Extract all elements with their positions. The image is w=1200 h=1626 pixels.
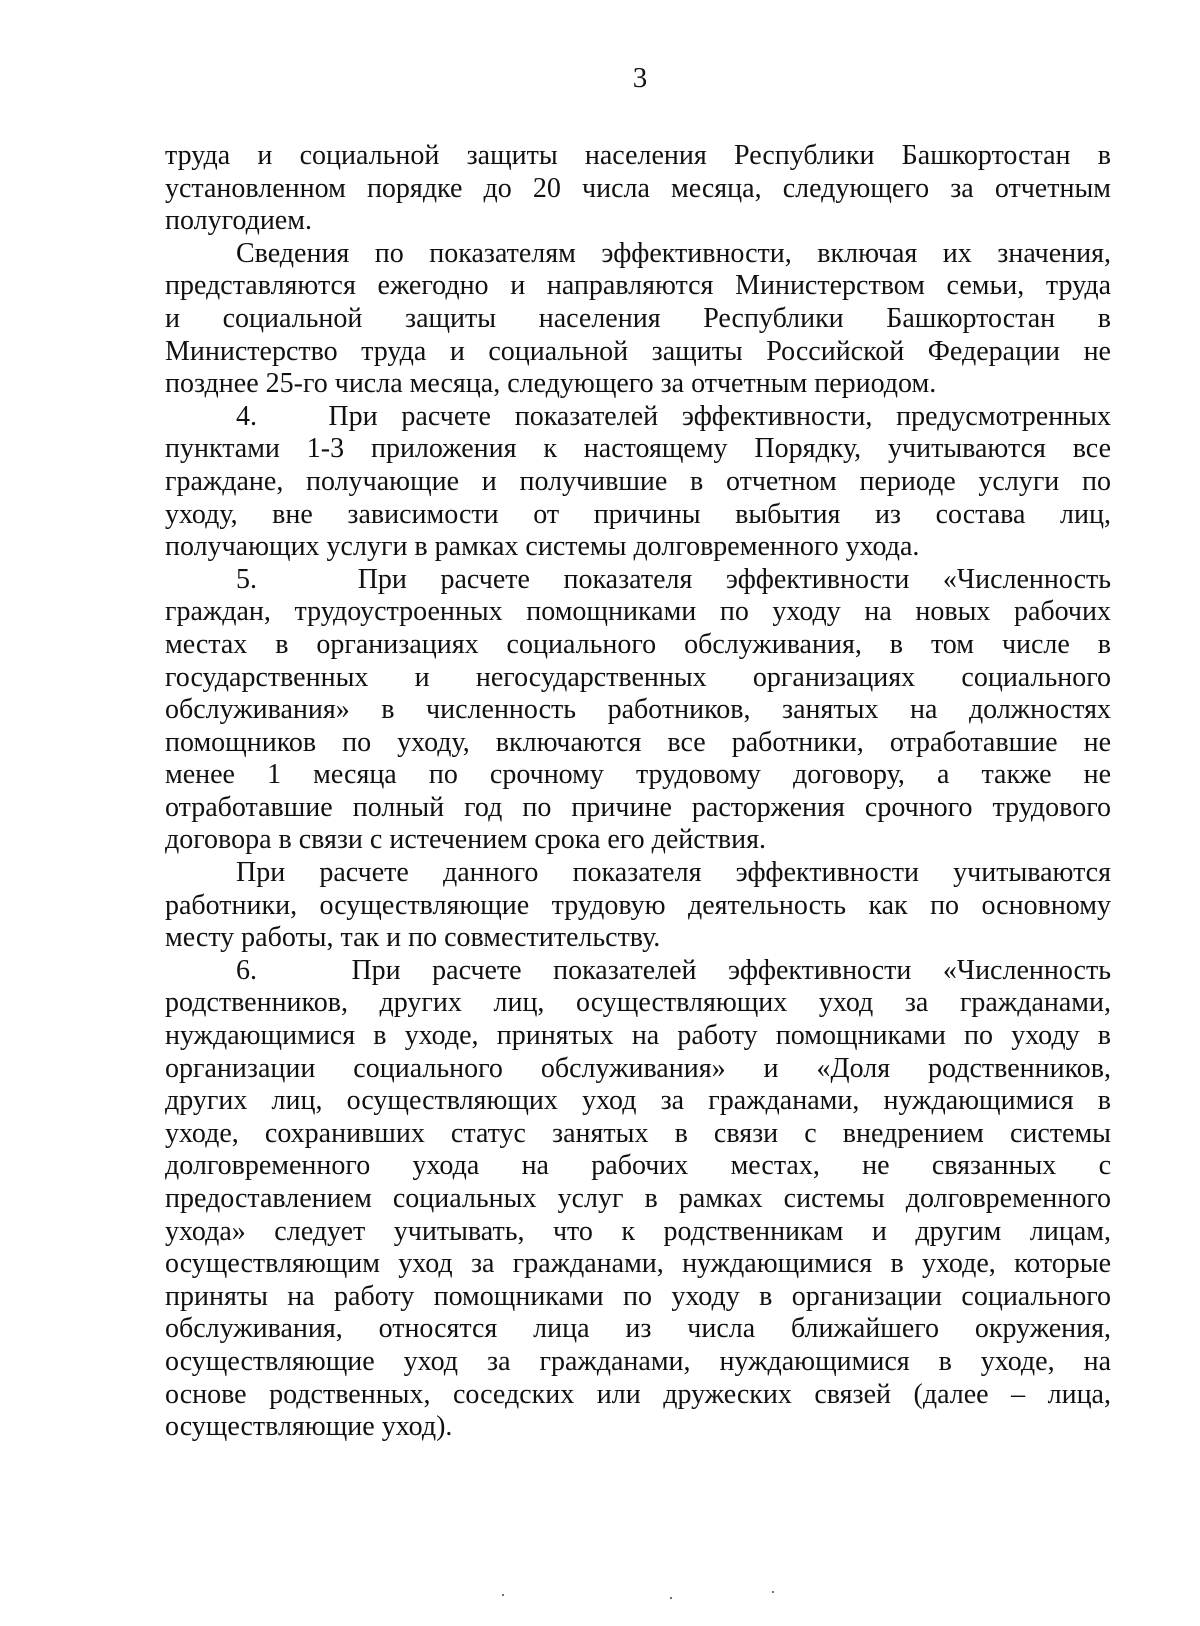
line: 6. При расчете показателей эффективности «Численность xyxy=(236,954,1111,986)
line: полугодием. xyxy=(165,205,312,237)
line: установленном порядке до 20 числа месяца, следующего за отчетным xyxy=(165,172,1111,204)
line: Министерство труда и социальной защиты Российской Федерации не xyxy=(165,335,1111,367)
paragraph-item-5 xyxy=(165,564,1111,857)
paragraph-2 xyxy=(165,238,1111,401)
line: осуществляющие уход). xyxy=(165,1411,453,1443)
line: менее 1 месяца по срочному трудовому договору, а также не xyxy=(165,759,1111,791)
line: договора в связи с истечением срока его действия. xyxy=(165,824,767,856)
line: граждане, получающие и получившие в отчетном периоде услуги по xyxy=(165,465,1111,497)
scan-speck xyxy=(502,1594,504,1596)
line: долговременного ухода на рабочих местах, не связанных с xyxy=(165,1150,1111,1182)
line: местах в организациях социального обслуживания, в том числе в xyxy=(165,628,1111,660)
line: Сведения по показателям эффективности, включая их значения, xyxy=(236,237,1111,269)
line: отработавшие полный год по причине расторжения срочного трудового xyxy=(165,791,1111,823)
line: месту работы, так и по совместительству. xyxy=(165,922,661,954)
line: 4. При расчете показателей эффективности, предусмотренных xyxy=(236,400,1111,432)
scan-speck xyxy=(772,1591,774,1593)
line: осуществляющим уход за гражданами, нуждающимися в уходе, которые xyxy=(165,1248,1111,1280)
line: труда и социальной защиты населения Республики Башкортостан в xyxy=(165,140,1111,171)
line: обслуживания» в численность работников, занятых на должностях xyxy=(165,694,1111,726)
paragraph-1 xyxy=(165,140,1111,238)
line: родственников, других лиц, осуществляющих уход за гражданами, xyxy=(165,987,1111,1019)
paragraph-item-4 xyxy=(165,401,1111,564)
line: работники, осуществляющие трудовую деятельность как по основному xyxy=(165,889,1111,921)
page-number: 3 xyxy=(632,62,648,94)
scan-speck xyxy=(670,1597,672,1599)
paragraph-item-6 xyxy=(165,955,1111,1444)
document-body xyxy=(165,140,1111,1444)
line: уходу, вне зависимости от причины выбытия из состава лиц, xyxy=(165,498,1111,530)
line: и социальной защиты населения Республики Башкортостан в xyxy=(165,302,1111,334)
paragraph-5-continuation xyxy=(165,857,1111,955)
line: обслуживания, относятся лица из числа ближайшего окружения, xyxy=(165,1313,1111,1345)
line: позднее 25-го числа месяца, следующего за отчетным периодом. xyxy=(165,368,937,400)
line: других лиц, осуществляющих уход за гражданами, нуждающимися в xyxy=(165,1085,1111,1117)
line: уходе, сохранивших статус занятых в связи с внедрением системы xyxy=(165,1117,1111,1149)
line: осуществляющие уход за гражданами, нуждающимися в уходе, на xyxy=(165,1345,1111,1377)
line: организации социального обслуживания» и «Доля родственников, xyxy=(165,1052,1111,1084)
line: помощников по уходу, включаются все работники, отработавшие не xyxy=(165,726,1111,758)
line: получающих услуги в рамках системы долговременного ухода. xyxy=(165,531,920,563)
line: 5. При расчете показателя эффективности «Численность xyxy=(236,563,1111,595)
line: нуждающимися в уходе, принятых на работу помощниками по уходу в xyxy=(165,1020,1111,1052)
line: ухода» следует учитывать, что к родственникам и другим лицам, xyxy=(165,1215,1111,1247)
line: При расчете данного показателя эффективности учитываются xyxy=(236,857,1111,889)
line: граждан, трудоустроенных помощниками по уходу на новых рабочих xyxy=(165,596,1111,628)
line: государственных и негосударственных организациях социального xyxy=(165,661,1111,693)
line: пунктами 1-3 приложения к настоящему Порядку, учитываются все xyxy=(165,433,1111,465)
line: основе родственных, соседских или дружеских связей (далее – лица, xyxy=(165,1378,1111,1410)
line: приняты на работу помощниками по уходу в организации социального xyxy=(165,1280,1111,1312)
line: предоставлением социальных услуг в рамках системы долговременного xyxy=(165,1183,1111,1214)
line: представляются ежегодно и направляются Министерством семьи, труда xyxy=(165,270,1111,302)
